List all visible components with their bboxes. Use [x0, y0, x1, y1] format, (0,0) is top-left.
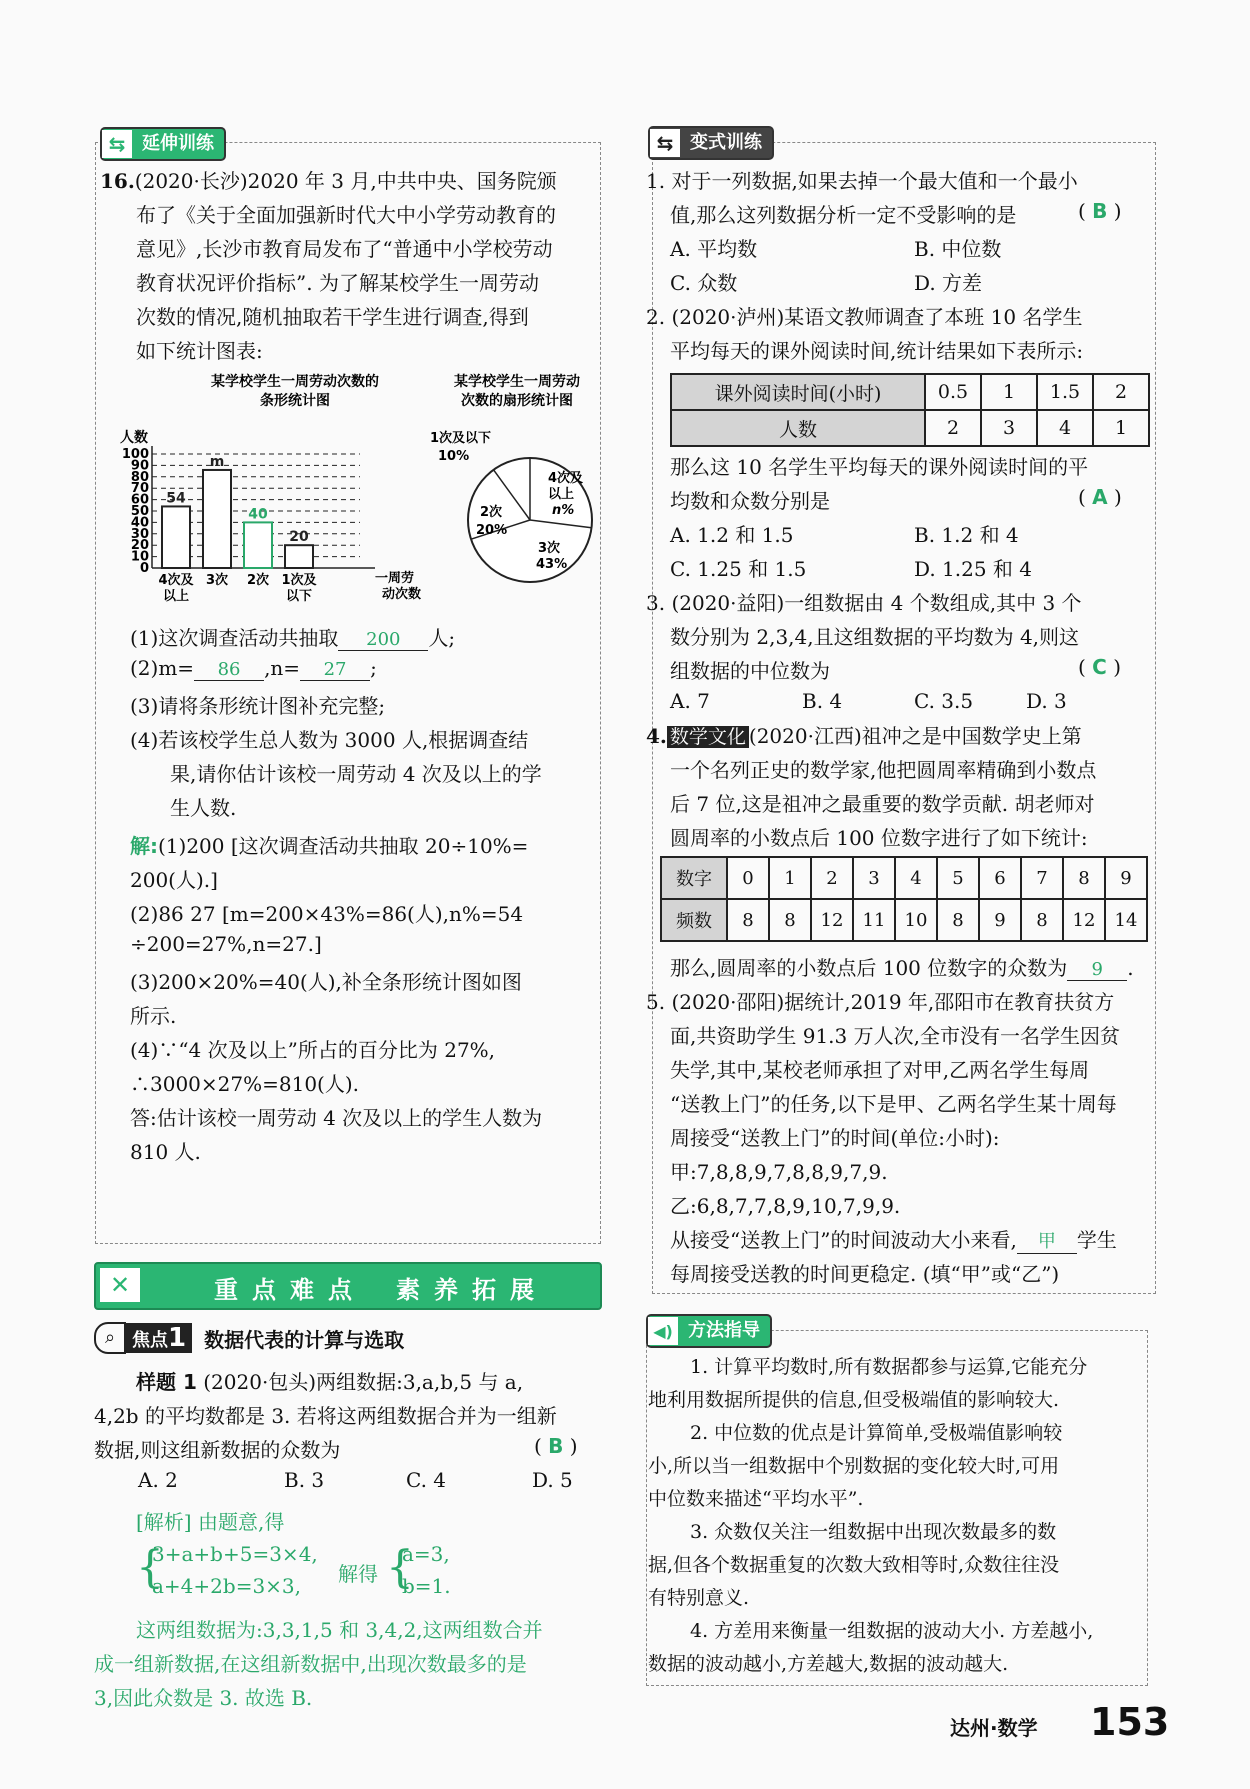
pie-chart [430, 370, 605, 620]
q16-line-3: 意见》,长沙市教育局发布了“普通中小学校劳动 [136, 237, 553, 261]
x-tick-label: 以下 [285, 589, 313, 604]
frequency-cell: 10 [895, 899, 937, 941]
frequency-cell: 8 [769, 899, 811, 941]
focus-badge: 焦点1 [126, 1323, 192, 1353]
bar-plot-area [120, 429, 148, 446]
banner-left-text: 重点难点 [214, 1276, 366, 1304]
digit-cell: 6 [979, 857, 1021, 899]
pie-slice-label: 以上 [548, 487, 575, 502]
pie-slice-label: 3次 [538, 541, 561, 556]
sub-4-line-3: 生人数. [170, 796, 237, 820]
digit-cell: 5 [937, 857, 979, 899]
sub-4-line-2: 果,请你估计该校一周劳动 4 次及以上的学 [170, 762, 542, 786]
pie-chart-title-2: 次数的扇形统计图 [461, 393, 573, 409]
pie-slice-value: n% [552, 503, 575, 518]
digit-cell: 4 [895, 857, 937, 899]
y-tick-label: 40 [130, 515, 149, 531]
y-tick-label: 30 [130, 526, 149, 542]
digit-cell: 9 [1105, 857, 1147, 899]
footer [950, 1700, 1170, 1750]
frequency-cell: 9 [979, 899, 1021, 941]
q16-line-2: 布了《关于全面加强新时代大中小学劳动教育的 [136, 203, 556, 227]
pie-slice-value: 10% [438, 449, 470, 464]
digit-cell: 1 [769, 857, 811, 899]
digit-cell: 0 [727, 857, 769, 899]
q16-line-1: (2020·长沙)2020 年 3 月,中共中央、国务院颁 [134, 169, 557, 193]
x-tick-label: 3次 [205, 573, 229, 588]
bar-chart-title-1: 某学校学生一周劳动次数的 [211, 374, 379, 390]
footer-text: 达州·数学 [950, 1716, 1038, 1740]
answer-blank-n: 27 [300, 659, 370, 681]
banner-right-text: 素养拓展 [396, 1276, 548, 1304]
frequency-cell: 8 [937, 899, 979, 941]
swap-arrows-icon: ⇆ [102, 130, 132, 158]
frequency-cell: 14 [1105, 899, 1147, 941]
math-culture-badge: 数学文化 [667, 726, 749, 748]
pie-chart-title-1: 某学校学生一周劳动 [454, 374, 580, 390]
bar-data-label: 20 [289, 529, 309, 546]
section-banner [94, 1262, 602, 1310]
frequency-cell: 12 [1063, 899, 1105, 941]
frequency-cell: 8 [1021, 899, 1063, 941]
q16-line-5: 次数的情况,随机抽取若干学生进行调查,得到 [136, 305, 529, 329]
digit-cell: 7 [1021, 857, 1063, 899]
answer-blank-1: 200 [338, 629, 428, 651]
pie-slice-value: 43% [536, 557, 568, 572]
q16-line-6: 如下统计图表: [136, 339, 263, 363]
y-tick-label: 10 [130, 549, 149, 565]
swap-arrows-icon: ⇆ [650, 129, 680, 157]
bar-chart [120, 370, 440, 620]
bar-axes [122, 446, 421, 604]
sub-2: (2)m= 86 ,n= 27 ; [130, 656, 377, 680]
frequency-cell: 12 [811, 899, 853, 941]
frequency-cell: 8 [727, 899, 769, 941]
y-tick-label: 0 [139, 561, 149, 576]
x-tick-label: 1次及 [281, 573, 317, 588]
x-tick-label: 4次及 [158, 573, 194, 588]
bar-data-label: m [209, 453, 225, 470]
pi-digit-table: 数字 0 1 2 3 4 5 6 7 8 9 频数 8 8 12 11 10 8 9 8 12 14 [660, 856, 1148, 942]
focus-title: 数据代表的计算与选取 [204, 1327, 405, 1352]
tag-label: 延伸训练 [142, 133, 214, 154]
sub-3: (3)请将条形统计图补充完整; [130, 694, 386, 718]
magnifier-icon: ⌕ [94, 1322, 126, 1354]
y-tick-label: 90 [130, 458, 149, 474]
focus-heading [94, 1322, 404, 1354]
y-tick-label: 80 [130, 469, 149, 485]
variant-training-tag [648, 126, 774, 160]
y-tick-label: 70 [130, 481, 149, 497]
y-tick-label: 60 [130, 492, 149, 508]
example-answer: B [548, 1434, 564, 1458]
q16-line-4: 教育状况评价指标”. 为了解某校学生一周劳动 [136, 271, 539, 295]
speaker-icon: ◀) [648, 1317, 678, 1345]
digit-cell: 2 [811, 857, 853, 899]
x-axis-label-1: 一周劳 [375, 571, 415, 586]
pie-slice-label: 1次及以下 [430, 431, 492, 446]
frequency-cell: 11 [853, 899, 895, 941]
tag-label: 方法指导 [688, 1320, 760, 1341]
extension-training-tag [100, 127, 226, 161]
bar [285, 545, 313, 568]
bar [244, 522, 272, 568]
y-axis-label: 人数 [120, 430, 148, 446]
bar-chart-title-2: 条形统计图 [260, 393, 330, 409]
q5-answer: 甲 [1017, 1227, 1077, 1254]
method-guide-tag [646, 1314, 772, 1348]
reading-time-table: 课外阅读时间(小时) 0.5 1 1.5 2 人数 2 3 4 1 [670, 373, 1150, 447]
q1-answer: B [1092, 199, 1108, 223]
x-tick-label: 2次 [246, 573, 270, 588]
bar [162, 506, 190, 568]
page-number: 153 [1090, 1700, 1170, 1744]
answer-blank-m: 86 [194, 659, 264, 681]
y-tick-label: 100 [121, 447, 149, 462]
x-tick-label: 以上 [162, 589, 190, 604]
banner-icon: ✕ [100, 1268, 140, 1302]
bar-data-label: 40 [248, 506, 268, 523]
pie-slice-label: 4次及 [548, 471, 584, 486]
digit-cell: 8 [1063, 857, 1105, 899]
sub-1: (1)这次调查活动共抽取 200 人; [130, 626, 456, 650]
pie-slice-label: 2次 [480, 505, 503, 520]
sub-4-line-1: (4)若该校学生总人数为 3000 人,根据调查结 [130, 728, 529, 752]
x-axis-label-2: 动次数 [382, 587, 422, 602]
digit-cell: 3 [853, 857, 895, 899]
y-tick-label: 50 [130, 504, 149, 519]
bar-data-label: 54 [166, 490, 186, 507]
bar [203, 470, 231, 568]
q3-answer: C [1092, 655, 1107, 679]
y-tick-label: 20 [130, 538, 149, 554]
tag-label: 变式训练 [690, 132, 762, 153]
analysis-label: [解析] [136, 1510, 192, 1534]
pie-slice-value: 20% [476, 523, 508, 538]
q4-answer: 9 [1067, 959, 1127, 981]
solution-label: 解: [130, 834, 158, 858]
q2-answer: A [1092, 485, 1108, 509]
